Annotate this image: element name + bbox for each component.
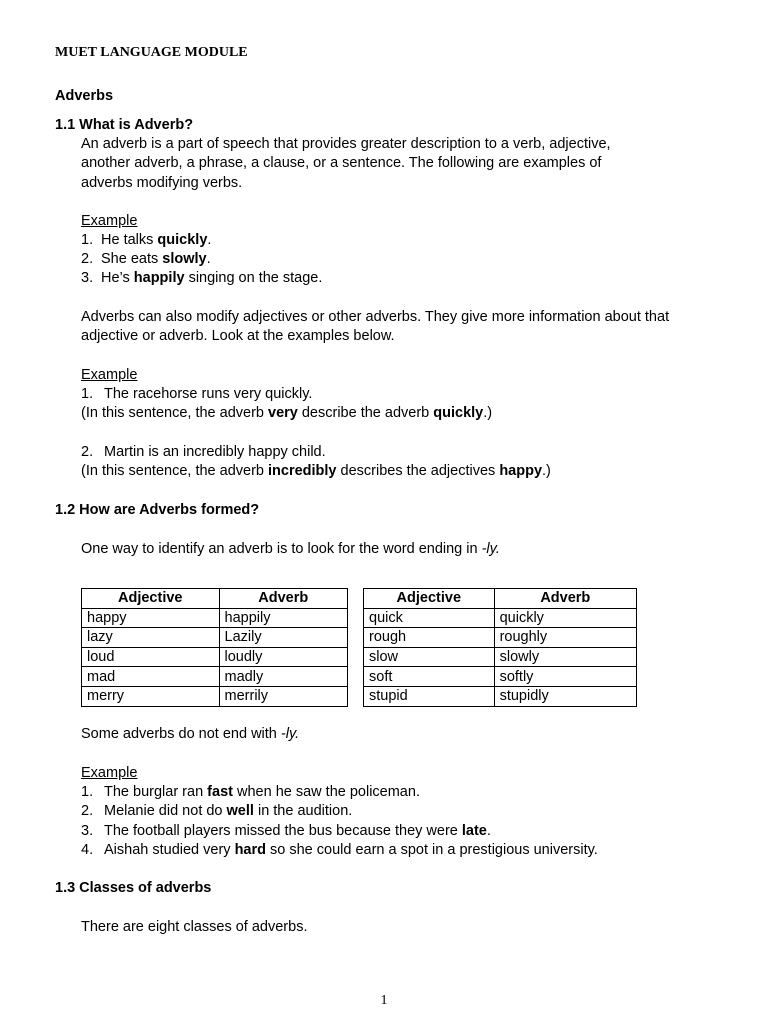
table-row	[364, 608, 637, 628]
intro-line-3: adverbs modifying verbs.	[81, 175, 243, 191]
page-number: 1	[380, 993, 388, 1008]
example-item: 2. She eats slowly.	[81, 251, 211, 267]
table-cell: stupidly	[494, 686, 636, 706]
adjective-adverb-table-1	[81, 588, 348, 707]
table-cell: quickly	[494, 608, 636, 628]
table-cell: happily	[219, 608, 347, 628]
table-cell: mad	[82, 667, 220, 687]
section-1-3-intro: There are eight classes of adverbs.	[81, 919, 308, 935]
example-item: 1. The racehorse runs very quickly.	[81, 386, 313, 402]
section-1-2-heading: 1.2 How are Adverbs formed?	[55, 502, 260, 518]
example-item: 3. The football players missed the bus because they were late.	[81, 823, 491, 839]
table-cell: roughly	[494, 628, 636, 648]
section-1-2-intro: One way to identify an adverb is to look for the word ending in -ly.	[81, 541, 500, 557]
example-item: 2. Melanie did not do well in the audition.	[81, 803, 353, 819]
example-label-1: Example	[81, 213, 138, 229]
table-row	[82, 628, 348, 648]
table-header: Adjective	[364, 589, 495, 609]
example-item: 3. He’s happily singing on the stage.	[81, 270, 323, 286]
table-row	[364, 647, 637, 667]
table-cell: slow	[364, 647, 495, 667]
module-title: MUET LANGUAGE MODULE	[55, 45, 248, 60]
table-cell: lazy	[82, 628, 220, 648]
example-item: 4. Aishah studied very hard so she could earn a spot in a prestigious university.	[81, 842, 598, 858]
table-cell: loudly	[219, 647, 347, 667]
table-cell: merrily	[219, 686, 347, 706]
table-header-row	[364, 589, 637, 609]
intro-line-1: An adverb is a part of speech that provides greater description to a verb, adjective,	[81, 136, 611, 152]
table-cell: soft	[364, 667, 495, 687]
table-cell: Lazily	[219, 628, 347, 648]
table-row	[364, 686, 637, 706]
table-cell: loud	[82, 647, 220, 667]
section-1-1-heading: 1.1 What is Adverb?	[55, 117, 194, 133]
example-label-3: Example	[81, 765, 138, 781]
intro-line-2: another adverb, a phrase, a clause, or a sentence. The following are examples of	[81, 155, 602, 171]
table-cell: merry	[82, 686, 220, 706]
topic-title: Adverbs	[55, 88, 114, 104]
table-row	[82, 608, 348, 628]
table-header: Adjective	[82, 589, 220, 609]
para2-line-2: adjective or adverb. Look at the examples below.	[81, 328, 395, 344]
adjective-adverb-table-2	[363, 588, 637, 707]
table-row	[82, 686, 348, 706]
table-cell: softly	[494, 667, 636, 687]
table-cell: stupid	[364, 686, 495, 706]
example-note: (In this sentence, the adverb very describe the adverb quickly.)	[81, 405, 493, 421]
example-label-2: Example	[81, 367, 138, 383]
para2-line-1: Adverbs can also modify adjectives or other adverbs. They give more information about that	[81, 309, 670, 325]
table-row	[82, 667, 348, 687]
table-cell: rough	[364, 628, 495, 648]
table-header: Adverb	[494, 589, 636, 609]
example-item: 1. He talks quickly.	[81, 232, 212, 248]
non-ly-note: Some adverbs do not end with -ly.	[81, 726, 300, 742]
table-row	[364, 667, 637, 687]
example-note: (In this sentence, the adverb incredibly describes the adjectives happy.)	[81, 463, 551, 479]
table-cell: madly	[219, 667, 347, 687]
example-item: 2. Martin is an incredibly happy child.	[81, 444, 326, 460]
section-1-3-heading: 1.3 Classes of adverbs	[55, 880, 212, 896]
example-item: 1. The burglar ran fast when he saw the policeman.	[81, 784, 420, 800]
table-cell: quick	[364, 608, 495, 628]
table-cell: happy	[82, 608, 220, 628]
table-header-row	[82, 589, 348, 609]
table-row	[364, 628, 637, 648]
table-row	[82, 647, 348, 667]
table-cell: slowly	[494, 647, 636, 667]
table-header: Adverb	[219, 589, 347, 609]
